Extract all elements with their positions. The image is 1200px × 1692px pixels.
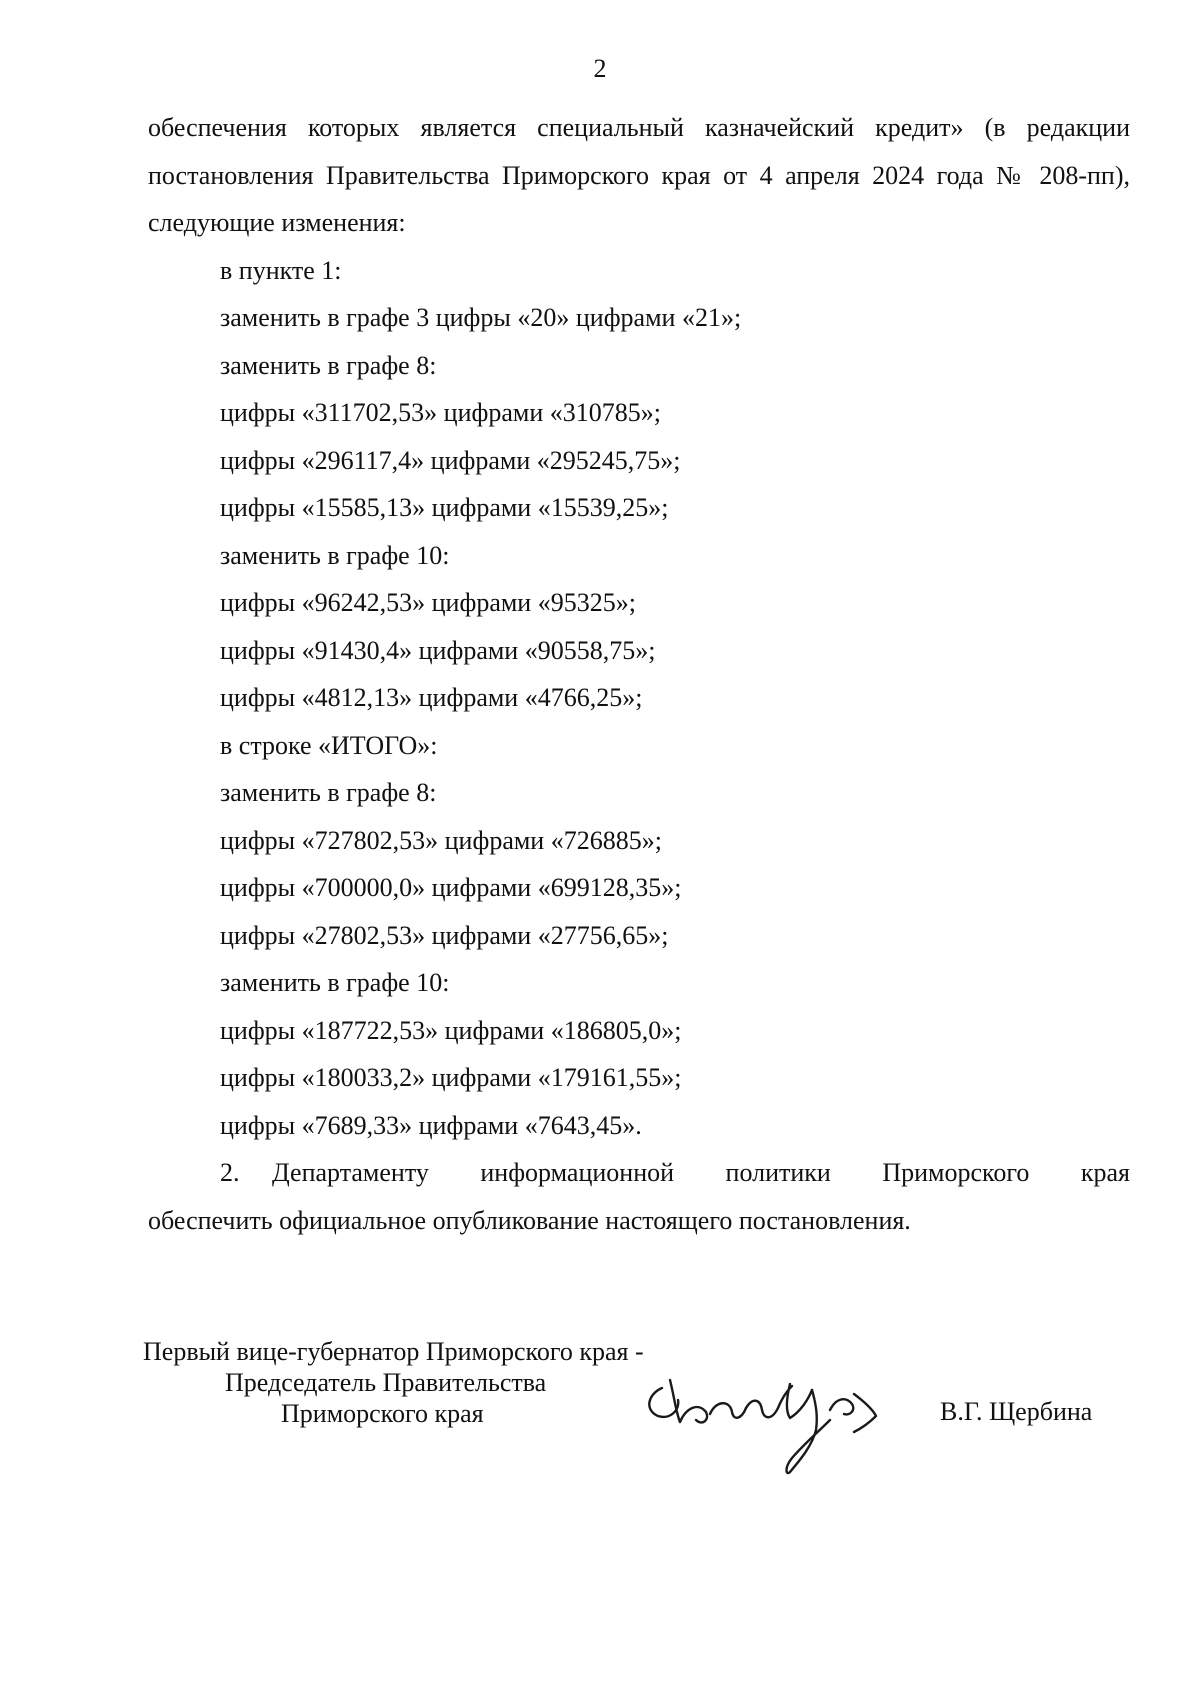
intro-paragraph: обеспечения которых является специальный казначейский кредит» (в редакции постановления Правительства Приморского края от 4 апреля 2024 года № 208-пп), следующие изменения: bbox=[148, 113, 1130, 237]
signature-stroke bbox=[670, 1380, 707, 1422]
amendments-list bbox=[148, 247, 1130, 1150]
signatory-title-line2: Председатель Правительства bbox=[225, 1368, 547, 1397]
list-item: заменить в графе 3 цифры «20» цифрами «21»; bbox=[220, 303, 742, 332]
list-item: цифры «180033,2» цифрами «179161,55»; bbox=[220, 1063, 682, 1092]
signatory-title bbox=[143, 1336, 644, 1429]
list-item: цифры «91430,4» цифрами «90558,75»; bbox=[220, 635, 656, 665]
list-item: цифры «311702,53» цифрами «310785»; bbox=[220, 398, 661, 427]
list-item: в строке «ИТОГО»: bbox=[220, 730, 438, 760]
document-body bbox=[148, 104, 1130, 1244]
list-item: цифры «15585,13» цифрами «15539,25»; bbox=[220, 493, 669, 522]
list-item: цифры «187722,53» цифрами «186805,0»; bbox=[220, 1015, 682, 1045]
page-number: 2 bbox=[593, 54, 607, 83]
signature-stroke bbox=[830, 1399, 853, 1414]
list-item: цифры «7689,33» цифрами «7643,45». bbox=[220, 1110, 642, 1140]
paragraph-2-line2: обеспечить официальное опубликование настоящего постановления. bbox=[148, 1205, 911, 1235]
signature-stroke bbox=[710, 1403, 746, 1418]
signature-stroke bbox=[746, 1386, 792, 1417]
list-item: цифры «96242,53» цифрами «95325»; bbox=[220, 588, 636, 617]
signature-stroke bbox=[787, 1384, 812, 1418]
handwritten-signature bbox=[640, 1360, 910, 1480]
paragraph-2-number: 2. bbox=[220, 1158, 240, 1187]
signature-stroke bbox=[854, 1394, 876, 1432]
list-item: в пункте 1: bbox=[220, 255, 342, 285]
list-item: цифры «4812,13» цифрами «4766,25»; bbox=[220, 683, 643, 712]
signer-name: В.Г. Щербина bbox=[940, 1397, 1093, 1426]
list-item: заменить в графе 10: bbox=[220, 968, 450, 997]
paragraph-2 bbox=[148, 1149, 1130, 1244]
signature-stroke bbox=[787, 1390, 831, 1473]
list-item: цифры «700000,0» цифрами «699128,35»; bbox=[220, 873, 682, 902]
paragraph-2-line1: Департаменту информационной политики Приморского края bbox=[272, 1158, 1130, 1187]
list-item: цифры «296117,4» цифрами «295245,75»; bbox=[220, 445, 681, 475]
list-item: заменить в графе 10: bbox=[220, 540, 450, 570]
signatory-title-line1: Первый вице-губернатор Приморского края - bbox=[143, 1337, 644, 1366]
list-item: цифры «27802,53» цифрами «27756,65»; bbox=[220, 920, 669, 950]
list-item: заменить в графе 8: bbox=[220, 350, 437, 380]
list-item: заменить в графе 8: bbox=[220, 778, 437, 807]
paragraph-2-first-line bbox=[148, 1149, 1130, 1197]
signatory-title-line3: Приморского края bbox=[281, 1399, 484, 1428]
list-item: цифры «727802,53» цифрами «726885»; bbox=[220, 825, 662, 855]
